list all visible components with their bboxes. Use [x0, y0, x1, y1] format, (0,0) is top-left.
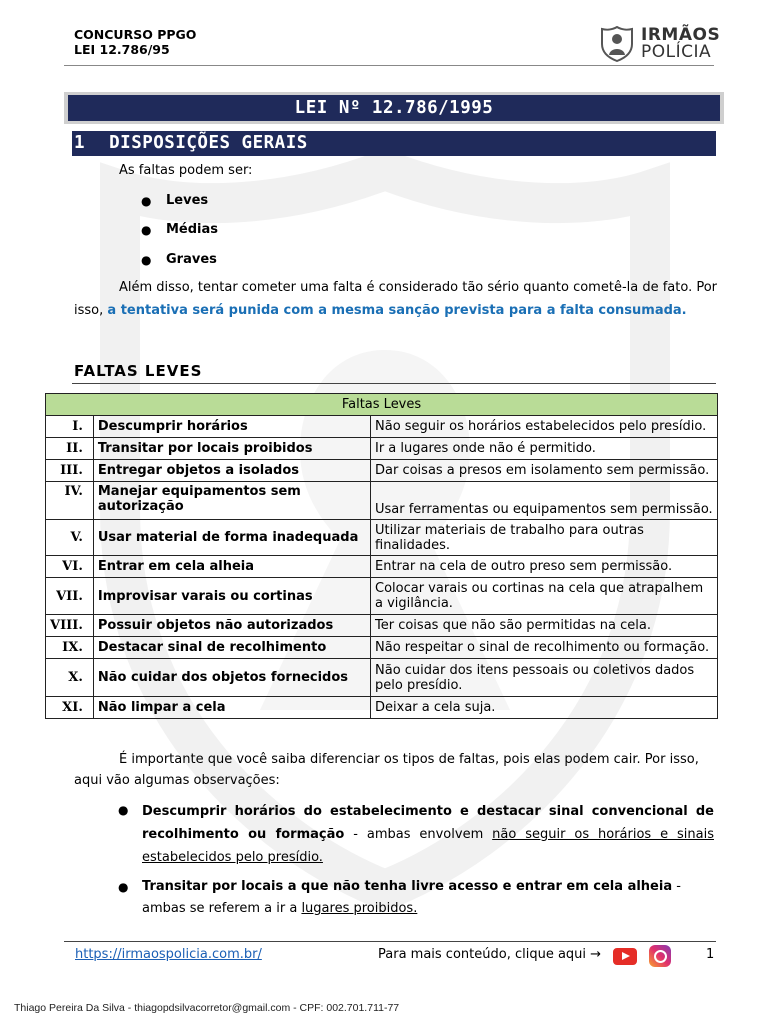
row-description: Entrar na cela de outro preso sem permissão.: [371, 556, 718, 578]
bullet-leves: Leves: [166, 193, 209, 208]
document-title: LEI Nº 12.786/1995: [68, 95, 720, 121]
row-description: Ter coisas que não são permitidas na cela.: [371, 615, 718, 637]
observation-1: [142, 800, 714, 869]
observation-2: [142, 876, 718, 920]
observation-1-underline: não seguir os horários e sinais estabelecidos pelo presídio.: [142, 827, 714, 865]
table-header-row: [46, 394, 718, 416]
youtube-icon[interactable]: [613, 948, 637, 965]
row-description: Dar coisas a presos em isolamento sem permissão.: [371, 460, 718, 482]
table-row: [46, 556, 718, 578]
highlighted-tentativa-text: a tentativa será punida com a mesma sanção prevista para a falta consumada.: [107, 303, 687, 318]
table-row: [46, 520, 718, 556]
table-row: [46, 482, 718, 520]
row-action: Não limpar a cela: [93, 697, 370, 719]
row-number: IX.: [46, 637, 94, 659]
header-exam-title: CONCURSO PPGO: [74, 27, 197, 42]
row-number: III.: [46, 460, 94, 482]
more-content-text: Para mais conteúdo, clique aqui →: [378, 947, 602, 962]
logo-text-irmaos: IRMÃOS: [641, 25, 721, 45]
row-action: Entrar em cela alheia: [93, 556, 370, 578]
row-action: Transitar por locais proibidos: [93, 438, 370, 460]
row-action: Possuir objetos não autorizados: [93, 615, 370, 637]
row-number: VIII.: [46, 615, 94, 637]
row-number: VI.: [46, 556, 94, 578]
table-row: [46, 416, 718, 438]
row-number: I.: [46, 416, 94, 438]
paragraph-1-line-1: Além disso, tentar cometer uma falta é considerado tão sério quanto cometê-la de fato. Por: [119, 280, 718, 295]
row-action: Improvisar varais ou cortinas: [93, 578, 370, 615]
row-number: X.: [46, 659, 94, 697]
bullet-dot: ●: [141, 253, 152, 267]
table-row: [46, 697, 718, 719]
bullet-dot: ●: [141, 194, 152, 208]
table-row: [46, 460, 718, 482]
website-link[interactable]: https://irmaospolicia.com.br/: [75, 947, 262, 962]
row-description: Não seguir os horários estabelecidos pelo presídio.: [371, 416, 718, 438]
row-description: Não cuidar dos itens pessoais ou coletivos dados pelo presídio.: [371, 659, 718, 697]
faltas-leves-divider: [72, 383, 716, 384]
police-badge-icon: [600, 26, 634, 62]
observation-2-text: - ambas se referem a ir a: [142, 879, 681, 916]
observation-1-text: - ambas envolvem: [344, 827, 493, 842]
row-number: V.: [46, 520, 94, 556]
table-row: [46, 637, 718, 659]
table-row: [46, 615, 718, 637]
table-header-cell: Faltas Leves: [46, 394, 718, 416]
row-action: Entregar objetos a isolados: [93, 460, 370, 482]
instagram-icon[interactable]: [649, 945, 671, 967]
table-row: [46, 659, 718, 697]
row-description: Deixar a cela suja.: [371, 697, 718, 719]
observation-1-bold: Descumprir horários do estabelecimento e destacar sinal convencional de recolhimento ou formação: [142, 804, 714, 842]
bullet-dot: ●: [118, 880, 129, 894]
row-action: Destacar sinal de recolhimento: [93, 637, 370, 659]
row-description: Utilizar materiais de trabalho para outras finalidades.: [371, 520, 718, 556]
logo-text-policia: POLÍCIA: [641, 42, 712, 62]
section-heading: [72, 131, 716, 156]
header-divider: [64, 65, 714, 66]
bullet-medias: Médias: [166, 222, 219, 237]
row-description: Não respeitar o sinal de recolhimento ou formação.: [371, 637, 718, 659]
bullet-dot: ●: [141, 223, 152, 237]
paragraph-2-line-2: aqui vão algumas observações:: [74, 773, 280, 788]
row-number: IV.: [46, 482, 94, 520]
table-row: [46, 438, 718, 460]
row-number: XI.: [46, 697, 94, 719]
section-number: 1: [74, 133, 86, 153]
row-description: Colocar varais ou cortinas na cela que atrapalhem a vigilância.: [371, 578, 718, 615]
row-action: Não cuidar dos objetos fornecidos: [93, 659, 370, 697]
paragraph-2-line-1: É importante que você saiba diferenciar os tipos de faltas, pois elas podem cair. Por isso,: [119, 752, 699, 767]
footer-divider: [64, 941, 716, 942]
table-row: [46, 578, 718, 615]
paragraph-1-line-2: [74, 303, 687, 318]
observation-2-underline: lugares proibidos.: [301, 901, 418, 916]
faltas-leves-heading: FALTAS LEVES: [74, 362, 203, 380]
row-description: Ir a lugares onde não é permitido.: [371, 438, 718, 460]
intro-text: As faltas podem ser:: [119, 163, 253, 178]
observation-2-bold: Transitar por locais a que não tenha livre acesso e entrar em cela alheia: [142, 879, 673, 894]
bullet-graves: Graves: [166, 252, 217, 267]
row-action: Usar material de forma inadequada: [93, 520, 370, 556]
page-number: 1: [706, 947, 715, 962]
section-title: DISPOSIÇÕES GERAIS: [109, 133, 308, 153]
user-watermark-text: Thiago Pereira Da Silva - thiagopdsilvacorretor@gmail.com - CPF: 002.701.711-77: [14, 1002, 400, 1014]
bullet-dot: ●: [118, 803, 129, 817]
row-number: VII.: [46, 578, 94, 615]
row-action: Manejar equipamentos sem autorização: [93, 482, 370, 520]
faltas-leves-table: [45, 393, 718, 719]
row-action: Descumprir horários: [93, 416, 370, 438]
brand-logo: [600, 24, 720, 64]
row-number: II.: [46, 438, 94, 460]
row-description: Usar ferramentas ou equipamentos sem permissão.: [371, 482, 718, 520]
header-law-number: LEI 12.786/95: [74, 42, 170, 57]
paragraph-1-prefix: isso,: [74, 303, 104, 318]
